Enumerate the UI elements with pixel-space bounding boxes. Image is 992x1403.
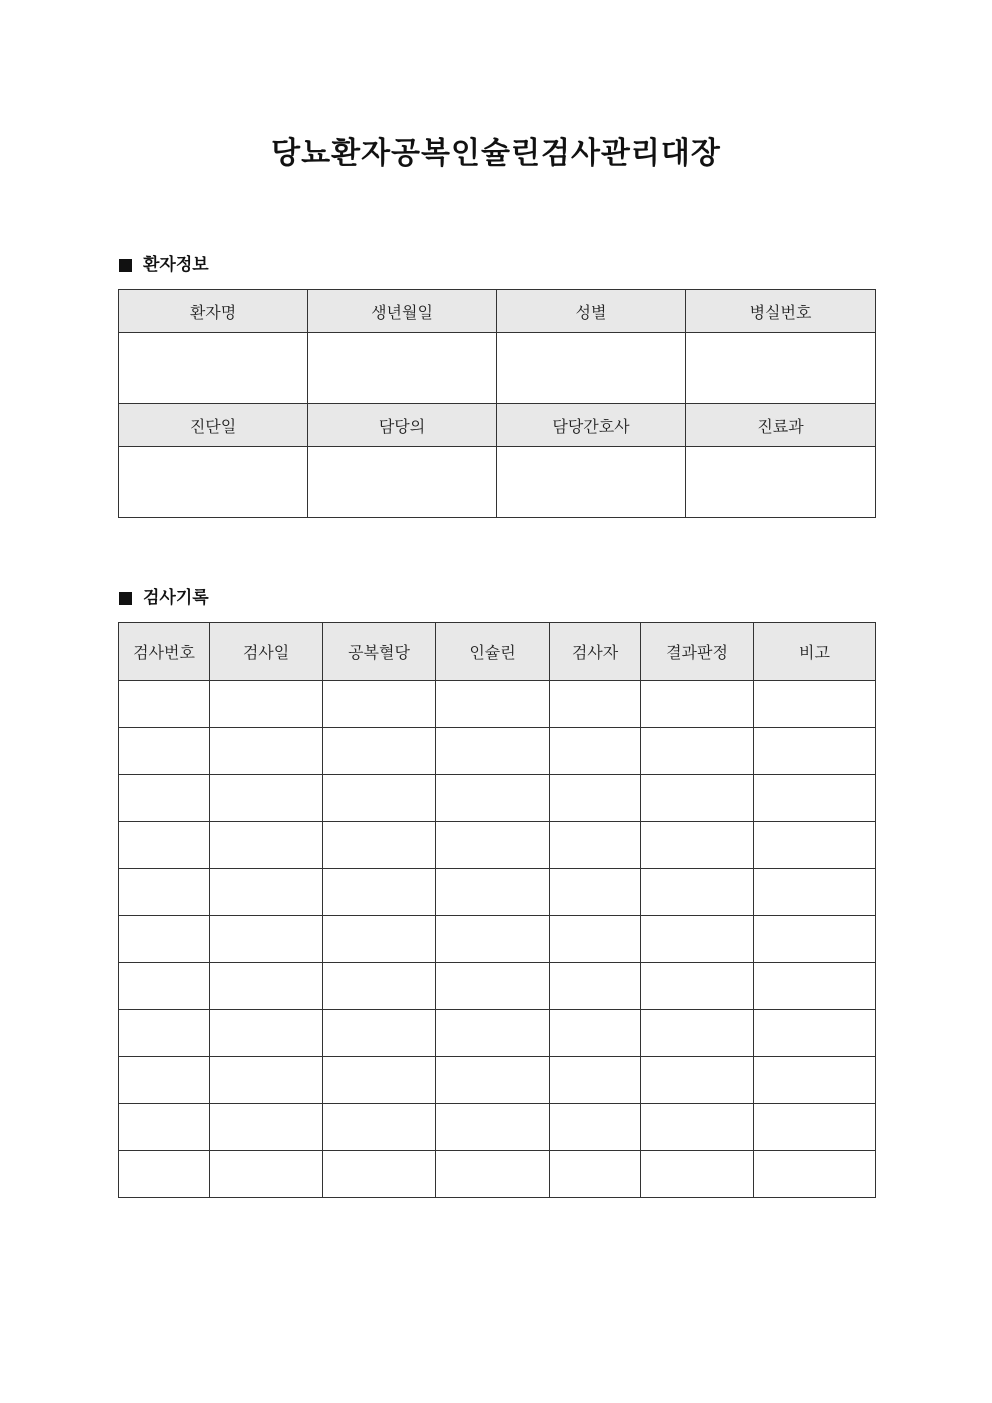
patient-header-row-2 xyxy=(119,404,876,447)
test-number-cell[interactable] xyxy=(119,775,210,822)
result-judgment-cell[interactable] xyxy=(641,728,754,775)
tester-cell[interactable] xyxy=(550,1010,641,1057)
header-gender: 성별 xyxy=(497,290,686,333)
tester-cell[interactable] xyxy=(550,822,641,869)
document-title: 당뇨환자공복인슐린검사관리대장 xyxy=(271,136,721,171)
patient-info-table xyxy=(118,289,876,518)
header-fasting-glucose: 공복혈당 xyxy=(323,623,436,681)
header-attending-nurse: 담당간호사 xyxy=(497,404,686,447)
table-row xyxy=(119,869,876,916)
diagnosis-date-cell[interactable] xyxy=(119,447,308,518)
test-date-cell[interactable] xyxy=(210,728,323,775)
remarks-cell[interactable] xyxy=(754,1057,876,1104)
gender-cell[interactable] xyxy=(497,333,686,404)
test-date-cell[interactable] xyxy=(210,963,323,1010)
fasting-glucose-cell[interactable] xyxy=(323,728,436,775)
insulin-cell[interactable] xyxy=(436,775,550,822)
header-insulin: 인슐린 xyxy=(436,623,550,681)
fasting-glucose-cell[interactable] xyxy=(323,1010,436,1057)
remarks-cell[interactable] xyxy=(754,963,876,1010)
patient-header-row-1 xyxy=(119,290,876,333)
insulin-cell[interactable] xyxy=(436,1104,550,1151)
attending-doctor-cell[interactable] xyxy=(308,447,497,518)
tester-cell[interactable] xyxy=(550,1104,641,1151)
table-row xyxy=(119,775,876,822)
fasting-glucose-cell[interactable] xyxy=(323,1151,436,1198)
result-judgment-cell[interactable] xyxy=(641,869,754,916)
patient-name-cell[interactable] xyxy=(119,333,308,404)
insulin-cell[interactable] xyxy=(436,1057,550,1104)
header-test-number: 검사번호 xyxy=(119,623,210,681)
room-number-cell[interactable] xyxy=(686,333,876,404)
table-row xyxy=(119,916,876,963)
patient-value-row-1 xyxy=(119,333,876,404)
square-bullet-icon xyxy=(119,592,132,605)
insulin-cell[interactable] xyxy=(436,869,550,916)
header-attending-doctor: 담당의 xyxy=(308,404,497,447)
fasting-glucose-cell[interactable] xyxy=(323,916,436,963)
tester-cell[interactable] xyxy=(550,963,641,1010)
header-patient-name: 환자명 xyxy=(119,290,308,333)
test-number-cell[interactable] xyxy=(119,1057,210,1104)
tester-cell[interactable] xyxy=(550,1057,641,1104)
table-row xyxy=(119,963,876,1010)
square-bullet-icon xyxy=(119,259,132,272)
patient-info-heading xyxy=(119,254,209,276)
tester-cell[interactable] xyxy=(550,1151,641,1198)
insulin-cell[interactable] xyxy=(436,1151,550,1198)
result-judgment-cell[interactable] xyxy=(641,681,754,728)
header-result-judgment: 결과판정 xyxy=(641,623,754,681)
table-row xyxy=(119,1104,876,1151)
remarks-cell[interactable] xyxy=(754,775,876,822)
record-table-body xyxy=(119,681,876,1198)
tester-cell[interactable] xyxy=(550,681,641,728)
header-room-number: 병실번호 xyxy=(686,290,876,333)
remarks-cell[interactable] xyxy=(754,1010,876,1057)
test-number-cell[interactable] xyxy=(119,1151,210,1198)
insulin-cell[interactable] xyxy=(436,728,550,775)
test-number-cell[interactable] xyxy=(119,822,210,869)
test-number-cell[interactable] xyxy=(119,869,210,916)
header-diagnosis-date: 진단일 xyxy=(119,404,308,447)
remarks-cell[interactable] xyxy=(754,1151,876,1198)
result-judgment-cell[interactable] xyxy=(641,775,754,822)
tester-cell[interactable] xyxy=(550,869,641,916)
record-header-row xyxy=(119,623,876,681)
header-department: 진료과 xyxy=(686,404,876,447)
fasting-glucose-cell[interactable] xyxy=(323,822,436,869)
test-records-table xyxy=(118,622,876,1198)
test-number-cell[interactable] xyxy=(119,963,210,1010)
remarks-cell[interactable] xyxy=(754,1104,876,1151)
fasting-glucose-cell[interactable] xyxy=(323,1104,436,1151)
table-row xyxy=(119,728,876,775)
fasting-glucose-cell[interactable] xyxy=(323,681,436,728)
result-judgment-cell[interactable] xyxy=(641,1057,754,1104)
table-row xyxy=(119,822,876,869)
result-judgment-cell[interactable] xyxy=(641,916,754,963)
remarks-cell[interactable] xyxy=(754,681,876,728)
table-row xyxy=(119,1151,876,1198)
header-test-date: 검사일 xyxy=(210,623,323,681)
test-number-cell[interactable] xyxy=(119,916,210,963)
test-number-cell[interactable] xyxy=(119,1104,210,1151)
remarks-cell[interactable] xyxy=(754,728,876,775)
remarks-cell[interactable] xyxy=(754,869,876,916)
insulin-cell[interactable] xyxy=(436,916,550,963)
table-row xyxy=(119,681,876,728)
table-row xyxy=(119,1057,876,1104)
patient-info-heading-label: 환자정보 xyxy=(143,255,209,275)
fasting-glucose-cell[interactable] xyxy=(323,869,436,916)
fasting-glucose-cell[interactable] xyxy=(323,775,436,822)
test-date-cell[interactable] xyxy=(210,1104,323,1151)
result-judgment-cell[interactable] xyxy=(641,822,754,869)
test-date-cell[interactable] xyxy=(210,822,323,869)
test-date-cell[interactable] xyxy=(210,869,323,916)
header-tester: 검사자 xyxy=(550,623,641,681)
test-records-heading xyxy=(119,587,209,609)
test-records-heading-label: 검사기록 xyxy=(143,588,209,608)
patient-value-row-2 xyxy=(119,447,876,518)
test-number-cell[interactable] xyxy=(119,728,210,775)
test-date-cell[interactable] xyxy=(210,1057,323,1104)
result-judgment-cell[interactable] xyxy=(641,1151,754,1198)
birth-date-cell[interactable] xyxy=(308,333,497,404)
insulin-cell[interactable] xyxy=(436,963,550,1010)
test-date-cell[interactable] xyxy=(210,681,323,728)
insulin-cell[interactable] xyxy=(436,822,550,869)
header-birth-date: 생년월일 xyxy=(308,290,497,333)
insulin-cell[interactable] xyxy=(436,681,550,728)
tester-cell[interactable] xyxy=(550,775,641,822)
tester-cell[interactable] xyxy=(550,728,641,775)
department-cell[interactable] xyxy=(686,447,876,518)
result-judgment-cell[interactable] xyxy=(641,1104,754,1151)
attending-nurse-cell[interactable] xyxy=(497,447,686,518)
insulin-cell[interactable] xyxy=(436,1010,550,1057)
test-date-cell[interactable] xyxy=(210,1010,323,1057)
table-row xyxy=(119,1010,876,1057)
test-date-cell[interactable] xyxy=(210,1151,323,1198)
test-date-cell[interactable] xyxy=(210,775,323,822)
test-number-cell[interactable] xyxy=(119,1010,210,1057)
tester-cell[interactable] xyxy=(550,916,641,963)
result-judgment-cell[interactable] xyxy=(641,1010,754,1057)
remarks-cell[interactable] xyxy=(754,822,876,869)
result-judgment-cell[interactable] xyxy=(641,963,754,1010)
remarks-cell[interactable] xyxy=(754,916,876,963)
header-remarks: 비고 xyxy=(754,623,876,681)
test-number-cell[interactable] xyxy=(119,681,210,728)
fasting-glucose-cell[interactable] xyxy=(323,963,436,1010)
test-date-cell[interactable] xyxy=(210,916,323,963)
fasting-glucose-cell[interactable] xyxy=(323,1057,436,1104)
